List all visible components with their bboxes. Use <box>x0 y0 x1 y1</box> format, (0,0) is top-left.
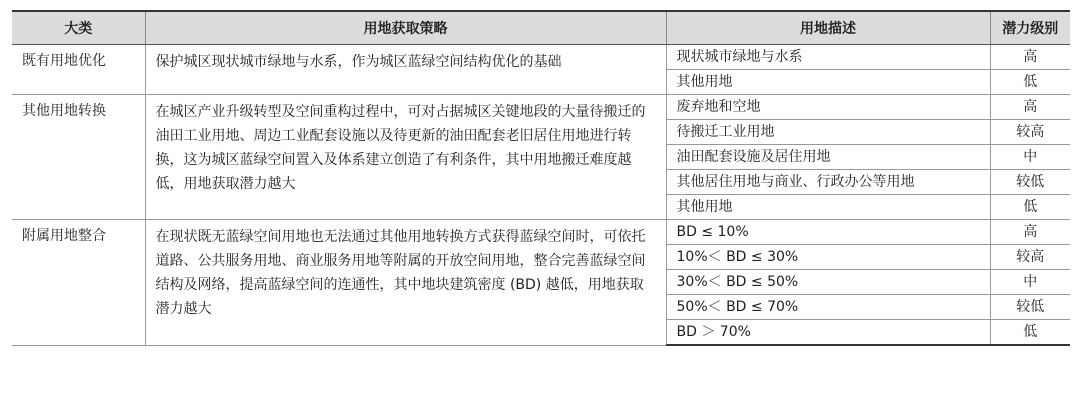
level-cell: 高 <box>990 95 1070 120</box>
category-cell: 其他用地转换 <box>12 95 145 220</box>
description-cell: 50%＜ BD ≤ 70% <box>666 295 990 320</box>
description-cell: BD ＞ 70% <box>666 320 990 346</box>
table-row <box>12 95 1070 120</box>
table-body <box>12 45 1070 346</box>
category-cell: 既有用地优化 <box>12 45 145 95</box>
table-header <box>12 11 1070 45</box>
strategy-cell: 保护城区现状城市绿地与水系，作为城区蓝绿空间结构优化的基础 <box>145 45 666 95</box>
description-cell: 现状城市绿地与水系 <box>666 45 990 70</box>
table-row <box>12 45 1070 70</box>
description-cell: 其他居住用地与商业、行政办公等用地 <box>666 170 990 195</box>
level-cell: 较低 <box>990 170 1070 195</box>
level-cell: 低 <box>990 70 1070 95</box>
level-cell: 较高 <box>990 120 1070 145</box>
level-cell: 高 <box>990 45 1070 70</box>
description-cell: 10%＜ BD ≤ 30% <box>666 245 990 270</box>
description-cell: 其他用地 <box>666 195 990 220</box>
land-acquisition-table-container <box>12 10 1070 346</box>
header-level: 潜力级别 <box>990 11 1070 45</box>
description-cell: 油田配套设施及居住用地 <box>666 145 990 170</box>
strategy-cell: 在城区产业升级转型及空间重构过程中，可对占据城区关键地段的大量待搬迁的油田工业用地、周边工业配套设施以及待更新的油田配套老旧居住用地进行转换，这为城区蓝绿空间置入及体系建立创造了有利条件，其中用地搬迁难度越低，用地获取潜力越大 <box>145 95 666 220</box>
table-row <box>12 220 1070 245</box>
description-cell: 待搬迁工业用地 <box>666 120 990 145</box>
land-acquisition-table <box>12 10 1070 346</box>
category-cell: 附属用地整合 <box>12 220 145 346</box>
strategy-cell: 在现状既无蓝绿空间用地也无法通过其他用地转换方式获得蓝绿空间时，可依托道路、公共服务用地、商业服务用地等附属的开放空间用地，整合完善蓝绿空间结构及网络，提高蓝绿空间的连通性，其中地块建筑密度 (BD) 越低，用地获取潜力越大 <box>145 220 666 346</box>
level-cell: 中 <box>990 270 1070 295</box>
description-cell: 30%＜ BD ≤ 50% <box>666 270 990 295</box>
description-cell: 废弃地和空地 <box>666 95 990 120</box>
level-cell: 中 <box>990 145 1070 170</box>
description-cell: BD ≤ 10% <box>666 220 990 245</box>
level-cell: 低 <box>990 320 1070 346</box>
level-cell: 较高 <box>990 245 1070 270</box>
header-strategy: 用地获取策略 <box>145 11 666 45</box>
description-cell: 其他用地 <box>666 70 990 95</box>
level-cell: 高 <box>990 220 1070 245</box>
level-cell: 低 <box>990 195 1070 220</box>
header-description: 用地描述 <box>666 11 990 45</box>
level-cell: 较低 <box>990 295 1070 320</box>
header-row <box>12 11 1070 45</box>
header-category: 大类 <box>12 11 145 45</box>
